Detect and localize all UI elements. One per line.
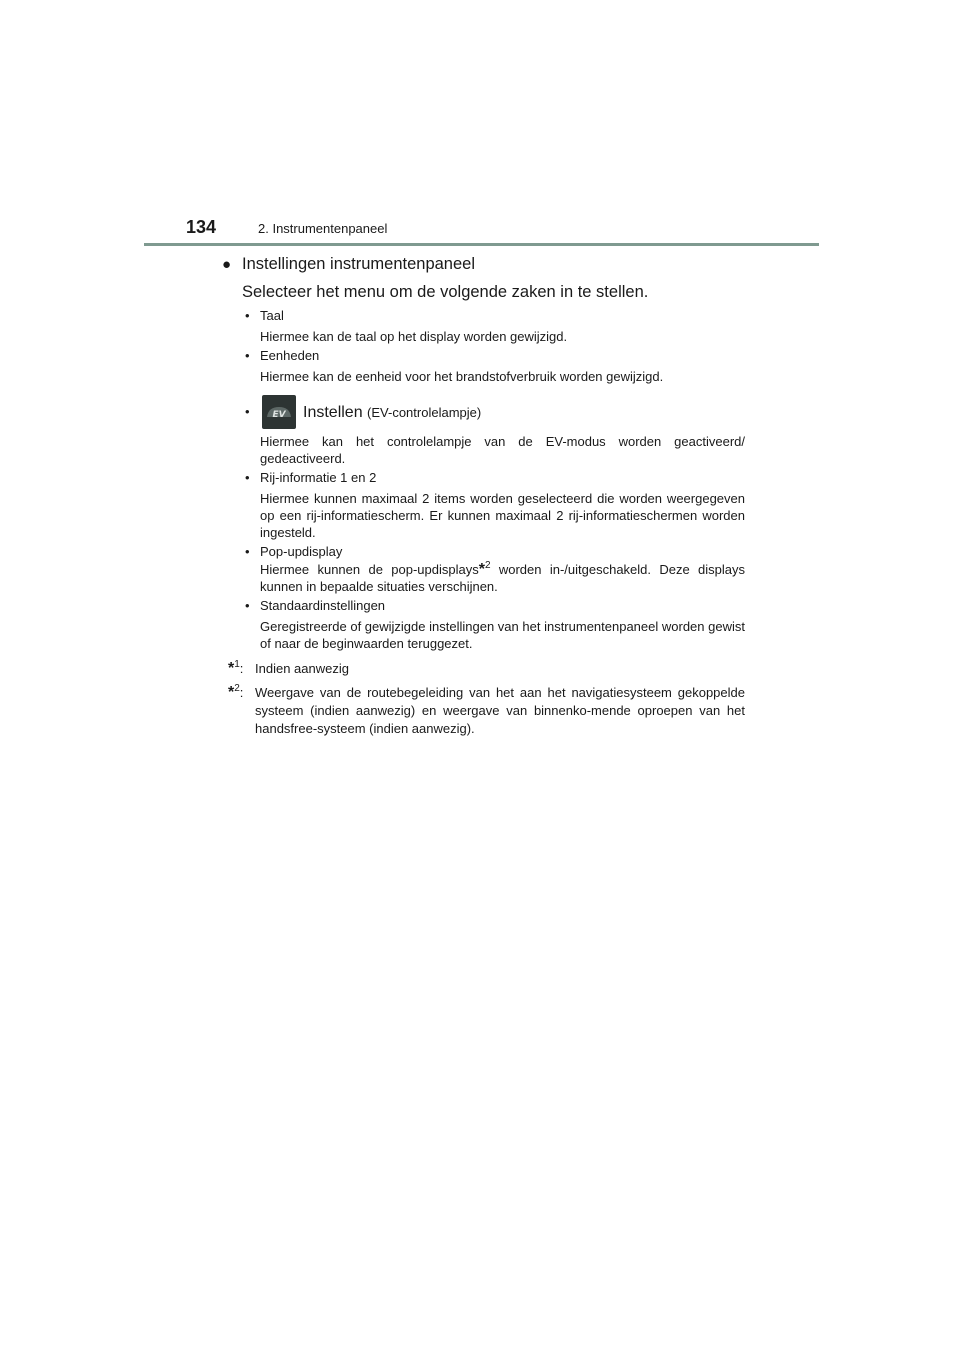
chapter-title: 2. Instrumentenpaneel — [258, 221, 388, 236]
list-item-desc: Hiermee kan de eenheid voor het brandstofverbruik worden gewijzigd. — [260, 369, 664, 384]
list-item-label: • EV Instellen (EV-controlelampje) — [245, 392, 745, 432]
list-item-desc: Hiermee kunnen de pop-updisplays*$^2$ worden in-/uitgeschakeld. Deze displays kunnen in bepaalde situaties verschijnen. — [260, 560, 746, 594]
intro-text: Selecteer het menu om de volgende zaken in te stellen. — [242, 283, 649, 301]
ev-indicator-icon — [262, 395, 296, 429]
page-number: 134 — [186, 217, 217, 237]
list-item-label: • Pop-updisplay — [245, 544, 343, 559]
list-item-desc: Geregistreerde of gewijzigde instellingen van het instrumentenpaneel worden gewist of naar de beginwaarden teruggezet. — [260, 619, 745, 651]
list-item-label: • Taal — [245, 308, 284, 323]
list-item-label: • Standaardinstellingen — [245, 598, 386, 613]
section-heading — [222, 254, 475, 275]
list-item-label: • Eenheden — [245, 348, 320, 363]
ev-setting-label: Instellen — [303, 403, 363, 421]
footnote: *$^1$: Indien aanwezig — [228, 659, 349, 677]
footnote: *$^2$: Weergave van de routebegeleiding van het aan het navigatiesysteem gekoppelde systeem (indien aanwezig) en weergave van binnenko-mende oproepen van het handsfree-systeem (indien aanwezig). — [228, 683, 745, 736]
footnotes — [228, 660, 745, 744]
ev-icon-text: EV — [272, 410, 286, 420]
list-item-desc: Hiermee kan de taal op het display worden gewijzigd. — [260, 329, 568, 344]
footnote-text: Weergave van de routebegeleiding van het aan het navigatiesysteem gekoppelde systeem (indien aanwezig) en weergave van binnenko-mende oproepen van het handsfree-systeem (indien aanwezig). — [255, 685, 745, 736]
settings-list — [245, 305, 745, 652]
ev-setting-note: (EV-controlelampje) — [367, 404, 482, 420]
bullet-icon: ● — [222, 256, 232, 273]
header-rule — [144, 243, 819, 246]
list-item-desc: Hiermee kan het controlelampje van de EV-modus worden geactiveerd/ gedeactiveerd. — [260, 434, 745, 466]
list-item-label: • Rij-informatie 1 en 2 — [245, 470, 377, 485]
list-item-desc: Hiermee kunnen maximaal 2 items worden geselecteerd die worden weergegeven op een rij-informatiescherm. Er kunnen maximaal 2 rij-informatieschermen worden ingesteld. — [260, 491, 745, 540]
footnote-text: Indien aanwezig — [255, 661, 349, 676]
heading-text: Instellingen instrumentenpaneel — [242, 255, 475, 273]
